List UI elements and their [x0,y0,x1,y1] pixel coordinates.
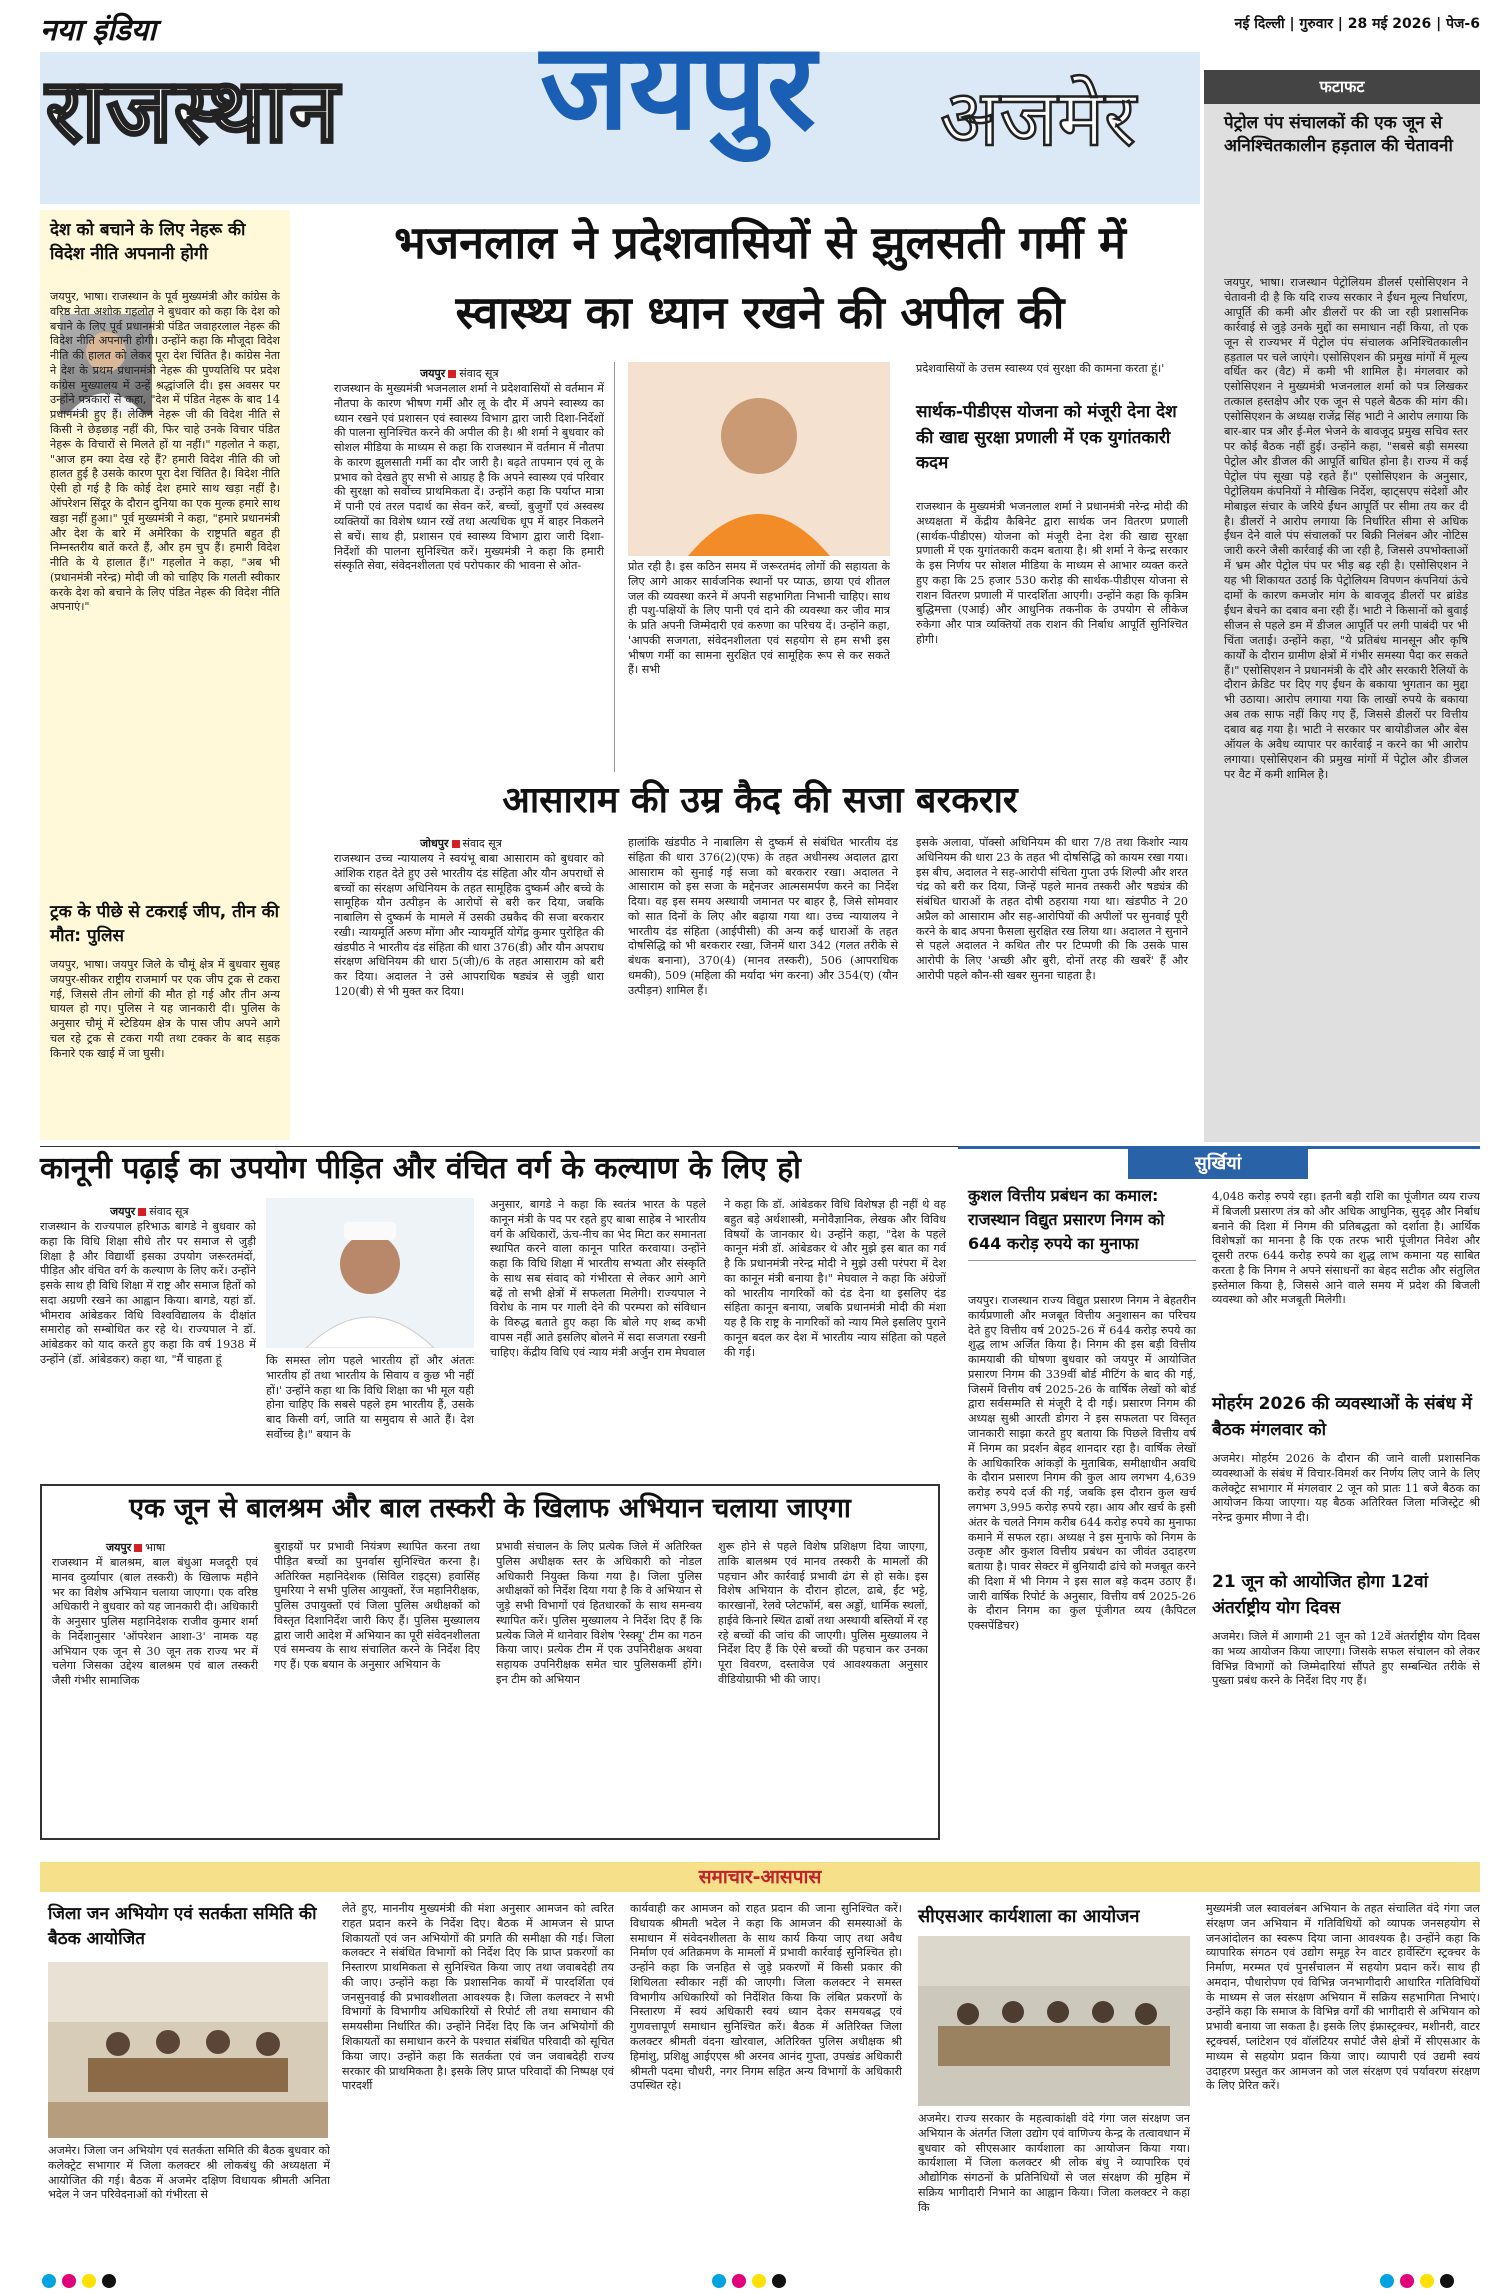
asaram-headline: आसाराम की उम्र कैद की सजा बरकरार [502,780,1018,821]
magenta-mark [62,2274,76,2288]
child-col1: राजस्थान में बालश्रम, बाल बंधुआ मजदूरी एवं मानव दुर्व्यापार (बाल तस्करी) के खिलाफ महीने भर का विशेष अभियान चलाया जाएगा। एक वरिष्ठ अधिकारी ने बुधवार को यह जानकारी दी। अधिकारी के अनुसार पुलिस महानिदेशक राजीव कुमार शर्मा के निर्देशानुसार 'ऑपरेशन आशा-3' नामक यह अभियान एक जून से 30 जून तक राज्य भर में चलेगा जिसका उद्देश्य बालश्रम एवं बाल तस्करी जैसी गंभीर सामाजिक [52,1556,258,1688]
bhajanlal-photo [628,362,890,556]
city-title: जयपुर [540,18,816,157]
cyan-mark [42,2274,56,2288]
lead-col1: राजस्थान के मुख्यमंत्री भजनलाल शर्मा ने प्रदेशवासियों से वर्तमान में नौतपा के कारण भीषण गर्मी और लू के दौर में अपने स्वास्थ्य का ध्यान रखने एवं प्रशासन एवं स्वास्थ्य विभाग द्वारा जारी दिशा-निर्देशों की पालना सुनिश्चित करने की अपील की है। श्री शर्मा ने बुधवार को सोशल मीडिया के माध्यम से कहा कि राजस्थान में वर्तमान में नौतपा के कारण झुलसाती गर्मी का दौर जारी है। बढ़ते तापमान एवं लू के प्रभाव को देखते हुए सभी से आग्रह है कि अपने स्वास्थ्य एवं परिवार की सुरक्षा को सर्वोच्च प्राथमिकता दें। उन्होंने कहा कि पर्याप्त मात्रा में पानी एवं तरल पदार्थ का सेवन करें, बच्चों, बुजुर्गों एवं अस्वस्थ व्यक्तियों का विशेष ध्यान रखें तथा अत्यधिक धूप में बाहर निकलने से बचें। साथ ही, प्रशासन एवं स्वास्थ्य विभाग द्वारा जारी दिशा-निर्देशों की पालना सुनिश्चित करें। मुख्यमंत्री ने कहा कि हमारी संस्कृति सेवा, संवेदनशीलता एवं परोपकार की भावना से ओत- [334,382,604,573]
person-icon [628,362,890,556]
yellow-mark [752,2274,766,2288]
fatafat-box [1204,70,1480,1142]
child-col3: प्रभावी संचालन के लिए प्रत्येक जिले में अतिरिक्त पुलिस अधीक्षक स्तर के अधिकारी को नोडल अधिकारी नियुक्त किया गया है। जिला पुलिस अधीक्षकों को निर्देश दिया गया है कि वे अभियान से जुड़े सभी विभागों एवं हितधारकों के साथ समन्वय स्थापित करें। पुलिस मुख्यालय ने निर्देश दिए हैं कि प्रत्येक जिले में थानेवार विशेष 'रेस्क्यू' टीम का गठन किया जाए। प्रत्येक टीम में एक उपनिरीक्षक अथवा सहायक उपनिरीक्षक समेत चार पुलिसकर्मी होंगे। इन टीम को अभियान [496,1540,702,1687]
ceo-caption: अजमेर। राज्य सरकार के महत्वाकांक्षी वंदे गंगा जल संरक्षण जन अभियान के अंतर्गत जिला उद्योग एवं वाणिज्य केन्द्र के तत्वावधान में बुधवार को सीएसआर कार्यशाला का आयोजन किया गया। कार्यशाला में जिला कलक्टर श्री लोक बंधु ने व्यापारिक एवं औद्योगिक संगठनों के प्रतिनिधियों से जल संरक्षण की मुहिम में सक्रिय भागीदारी निभाने का आह्वान किया। जिला कलक्टर ने कहा कि [918,2112,1190,2214]
child-col2: बुराइयों पर प्रभावी नियंत्रण स्थापित करना तथा पीड़ित बच्चों का पुनर्वास सुनिश्चित करना है। अतिरिक्त महानिदेशक (सिविल राइट्स) हवासिंह घुमरिया ने सभी पुलिस आयुक्तों, रेंज महानिरीक्षक, पुलिस उपायुक्तों एवं जिला पुलिस अधीक्षकों को विस्तृत दिशानिर्देश जारी किए हैं। पुलिस मुख्यालय द्वारा जारी आदेश में अभियान का पूरी संवेदनशीलता एवं समन्वय के साथ संचालित करने के निर्देश दिए गए हैं। एक बयान के अनुसार अभियान के [274,1540,480,1672]
power-col1: जयपुर। राजस्थान राज्य विद्युत प्रसारण निगम ने बेहतरीन कार्यप्रणाली और मजबूत वित्तीय अनुशासन का परिचय देते हुए वित्तीय वर्ष 2025-26 में 644 करोड़ रुपये का शुद्ध लाभ अर्जित किया है। निगम की इस बड़ी वित्तीय कामयाबी की घोषणा बुधवार को जयपुर में आयोजित प्रसारण निगम की 339वीं बोर्ड मीटिंग के बाद की गई, जिसमें वित्तीय वर्ष 2025-26 के वार्षिक लेखों को बोर्ड द्वारा सर्वसम्मति से मंजूरी दे दी गई। प्रसारण निगम की अध्यक्ष सुश्री आरती डोगरा ने इस सफलता पर विस्तृत जानकारी साझा करते हुए बताया कि पिछले वित्तीय वर्ष में निगम का प्रदर्शन बेहद शानदार रहा है। वार्षिक लेखों के आधिकारिक आंकड़ों के मुताबिक, समीक्षाधीन अवधि के दौरान प्रसारण निगम की कुल आय लगभग 4,639 करोड़ रुपये दर्ज की गई, जबकि इस दौरान कुल खर्च लगभग 3,995 करोड़ रुपये रहा। आय और खर्च के इसी अंतर के चलते निगम करीब 644 करोड़ रुपये का मुनाफा कमाने में सफल रहा। अध्यक्ष ने इस मुनाफे को निगम के उत्कृष्ट और कुशल वित्तीय प्रबंधन का जीवंत उदाहरण बताया है। पावर सेक्टर में बुनियादी ढांचे को मजबूत करने की दिशा में भी निगम ने इस साल बड़े कदम उठाए हैं। जारी वार्षिक रिपोर्ट के अनुसार, वित्तीय वर्ष 2025-26 के दौरान निगम का कुल पूंजीगत व्यय (कैपिटल एक्सपेंडिचर) [968,1294,1196,1633]
lead-dateline-city: जयपुर [420,367,446,380]
nehru-headline: देश को बचाने के लिए नेहरू की विदेश नीति अपनानी होगी [50,220,246,265]
black-mark [772,2274,786,2288]
lead-rule [614,362,615,772]
child-box [40,1484,940,1840]
black-mark [1440,2274,1454,2288]
legal-col2: कि समस्त लोग पहले भारतीय हों और अंततः भारतीय हों तथा भारतीय के सिवाय व कुछ भी नहीं हों।' उन्होंने कहा था कि विधि शिक्षा का भी मूल यही होना चाहिए कि सबसे पहले हम भारतीय हैं, उसके बाद किसी वर्ग, जाति या समुदाय से आते हैं। देश सर्वोच्च है।" बयान के [266,1354,474,1441]
vigilance-photo [48,1962,328,2138]
asaram-col2: हालांकि खंडपीठ ने नाबालिग से दुष्कर्म से संबंधित भारतीय दंड संहिता की धारा 376(2)(एफ) के तहत अधीनस्थ अदालत द्वारा आसाराम को सुनाई गई सजा को बरकरार रखा। अदालत ने आसाराम को इस सजा के मद्देनजर आत्मसमर्पण करने का निर्देश दिया। वह इस समय अस्थायी जमानत पर बाहर है, जिसे सोमवार को सात दिनों के लिए और बढ़ाया गया था। उच्च न्यायालय ने भारतीय दंड संहिता (आईपीसी) की अन्य कई धाराओं के तहत दोषसिद्धि को भी बरकरार रखा, जिनमें धारा 342 (गलत तरीके से बंधक बनाना), 370(4) (मानव तस्करी), 506 (आपराधिक धमकी), 509 (महिला की मर्यादा भंग करना) और 354(ए) (यौन उत्पीड़न) शामिल हैं। [628,836,898,997]
legal-col1: राजस्थान के राज्यपाल हरिभाऊ बागडे ने बुधवार को कहा कि विधि शिक्षा सीधे तौर पर समाज से जुड़ी शिक्षा है और विद्यार्थी इसका उपयोग जरूरतमंदों, पीड़ित और वंचित वर्ग के कल्याण के लिए करें। उन्होंने इसके साथ ही विधि शिक्षा में राष्ट्र और समाज हितों को सदा अग्रणी रखने का आह्वान किया। बागडे, यहां डॉ. भीमराव आंबेडकर विधि विश्वविद्यालय के दीक्षांत समारोह को सम्बोधित कर रहे थे। राज्यपाल ने डॉ. आंबेडकर को याद करते हुए कहा कि वर्ष 1938 में उन्होंने (डॉ. आंबेडकर) कहा था, "मैं चाहता हूं [40,1220,256,1367]
food-body: राजस्थान के मुख्यमंत्री भजनलाल शर्मा ने प्रधानमंत्री नरेन्द्र मोदी की अध्यक्षता में केंद्रीय कैबिनेट द्वारा सार्थक जन वितरण प्रणाली (सार्थक-पीडीएस) योजना को मंजूरी देना देश की खाद्य सुरक्षा प्रणाली में एक युगांतकारी कदम बताया है। श्री शर्मा ने केन्द्र सरकार के इस निर्णय पर सोशल मीडिया के माध्यम से आभार व्यक्त करते हुए कहा कि 25 हजार 530 करोड़ की सार्थक-पीडीएस योजना से राशन वितरण प्रणाली में पारदर्शिता आएगी। उन्होंने कहा कि कृत्रिम बुद्धिमत्ता (एआई) और आधुनिक तकनीक के उपयोग से लीकेज रुकेगा और पात्र व्यक्तियों तक राशन की निर्बाध आपूर्ति सुनिश्चित होगी। [916,500,1188,647]
governor-photo [266,1198,474,1348]
asaram-col3: इसके अलावा, पॉक्सो अधिनियम की धारा 7/8 तथा किशोर न्याय अधिनियम की धारा 23 के तहत भी दोषसिद्धि को कायम रखा गया। इस बीच, अदालत ने सह-आरोपी संचिता गुप्ता उर्फ शिल्पी और शरत चंद्र को बरी कर दिया, जिन्हें पहले मानव तस्करी और षड्यंत्र की संबंधित धाराओं के तहत दोषी ठहराया गया था। खंडपीठ ने 20 अप्रैल को आसाराम और सह-आरोपियों की अपीलों पर सुनवाई पूरी करने के बाद अपना फैसला सुरक्षित रख लिया था। अदालत ने सुनाने से पहले अदालत ने कथित तौर पर टिप्पणी की कि उसके पास आरोपी के लिए 'अच्छी और बुरी, दोनों तरह की खबरें' हैं और आरोपी पहले कौन-सी खबर सुनना चाहता है। [916,836,1188,983]
moharram-body: अजमेर। मोहर्रम 2026 के दौरान की जाने वाली प्रशासनिक व्यवस्थाओं के संबंध में विचार-विमर्श कर निर्णय लिए जाने के लिए कलेक्ट्रेट सभागार में मंगलवार 2 जून को प्रातः 11 बजे बैठक का आयोजन किया जाएगा। यह बैठक अतिरिक्त जिला मजिस्ट्रेट श्री नरेन्द्र कुमार मीणा ने दी। [1212,1452,1480,1525]
lead-headline: भजनलाल ने प्रदेशवासियों से झुलसती गर्मी में स्वास्थ्य का ध्यान रखने की अपील की [394,216,1126,339]
person-icon [266,1198,474,1348]
surkhiyan-label: सुर्खियां [1128,1149,1308,1179]
lead-col2: प्रोत रही है। इस कठिन समय में जरूरतमंद लोगों की सहायता के लिए आगे आकर सार्वजनिक स्थानों पर प्याऊ, छाया एवं शीतल जल की व्यवस्था करने में अपनी सहभागिता निभानी चाहिए। साथ ही पशु-पक्षियों के लिए पानी एवं दाने की व्यवस्था कर जीव मात्र के प्रति अपनी जिम्मेदारी एवं करुणा का परिचय दें। उन्होंने कहा, 'आपकी सजगता, संवेदनशीलता एवं सहयोग से हम सभी इस भीषण गर्मी का सामना सुरक्षित एवं सामूहिक रूप से कर सकते हैं। सभी [628,560,890,677]
yellow-mark [1420,2274,1434,2288]
asaram-dateline-src: संवाद सूत्र [462,837,502,850]
lead-dateline-src: संवाद सूत्र [459,367,499,380]
power-col2: 4,048 करोड़ रुपये रहा। इतनी बड़ी राशि का पूंजीगत व्यय राज्य में बिजली प्रसारण तंत्र को और अधिक आधुनिक, सुदृढ़ और निर्बाध बनाने की दिशा में निगम की प्रतिबद्धता को दर्शाता है। आर्थिक विशेषज्ञों का मानना है कि एक तरफ भारी पूंजीगत निवेश और दूसरी तरफ 644 करोड़ रुपये का शुद्ध लाभ कमाना यह साबित करता है कि निगम ने अपने संसाधनों का बेहद सटीक और संतुलित इस्तेमाल किया है, जिससे आने वाले समय में प्रदेश की बिजली व्यवस्था को और मजबूती मिलेगी। [1212,1190,1480,1307]
cyan-mark [1380,2274,1394,2288]
ceo-col2: मुख्यमंत्री जल स्वावलंबन अभियान के तहत संचालित वंदे गंगा जल संरक्षण जन अभियान में गतिविधियों को व्यापक जनसहयोग से जनआंदोलन का स्वरूप दिया जाना आवश्यक है। उन्होंने कहा कि व्यापारिक संगठन एवं उद्योग समूह रेन वाटर हार्वेस्टिंग स्ट्रक्चर के निर्माण, मरम्मत एवं पुनर्संचालन में सहयोग प्रदान करें। साथ ही अमदान, पौधारोपण एवं विभिन्न जनभागीदारी आधारित गतिविधियों के माध्यम से जल संरक्षण अभियान में सक्रिय सहभागिता निभाएं। उन्होंने कहा कि समाज के विभिन्न वर्गों की भागीदारी से अभियान को प्रभावी बनाया जा सकता है। इसके लिए इंफ्रास्ट्रक्चर, मशीनरी, वाटर स्ट्रक्चर्स, प्लांटेशन एवं वॉलंटियर सपोर्ट जैसे क्षेत्रों में सीएसआर के माध्यम से सहयोग प्रदान किया जाए। व्यापारी एवं उद्यमी स्वयं उदाहरण प्रस्तुत कर आमजन को जल संरक्षण एवं पर्यावरण संरक्षण के लिए प्रेरित करें। [1206,1902,1480,2093]
state-title: राजस्थान [46,58,341,162]
child-dateline-city: जयपुर [106,1541,132,1554]
asaram-dateline-city: जोधपुर [420,837,449,850]
magenta-mark [732,2274,746,2288]
registration-marks [0,2272,1500,2292]
paper-logo: नया इंडिया [40,13,156,48]
meeting-photo-icon [918,1936,1190,2106]
power-headline: कुशल वित्तीय प्रबंधन का कमाल: राजस्थान विद्युत प्रसारण निगम को 644 करोड़ रुपये का मुनाफा [968,1184,1196,1261]
meeting-photo-icon [48,1962,328,2138]
black-mark [102,2274,116,2288]
lead-dateline [420,366,499,381]
vigilance-col2: लेते हुए, माननीय मुख्यमंत्री की मंशा अनुसार आमजन को त्वरित राहत प्रदान करने के निर्देश दिए। बैठक में आमजन से प्राप्त शिकायतों एवं जन अभियोगों की प्रगति की समीक्षा की गई। जिला कलक्टर ने संबंधित विभागों को निर्देश दिए कि प्राप्त प्रकरणों का निस्तारण प्राथमिकता से सुनिश्चित किया जाए तथा जवाबदेही तय की जाए। उन्होंने कहा कि प्रशासनिक कार्यों में पारदर्शिता एवं जनसुनवाई की प्रभावशीलता आवश्यक है। जिला कलक्टर ने सभी विभागों के विभागीय अधिकारियों से रिपोर्ट ली तथा समाधान की समयसीमा निर्धारित की। उन्होंने निर्देश दिए कि जन अभियोगों की शिकायतों का समाधान करने के पश्चात संबंधित परिवादी को सूचित किया जाए। उन्होंने कहा कि सतर्कता एवं जन जवाबदेही राज्य सरकार की प्राथमिकता है। इसके लिए प्राप्त परिवादों की निष्पक्ष एवं पारदर्शी [342,1902,614,2093]
vigilance-col3: कार्यवाही कर आमजन को राहत प्रदान की जाना सुनिश्चित करें। विधायक श्रीमती भदेल ने कहा कि आमजन की समस्याओं के समाधान में संवेदनशीलता के साथ कार्य किया जाए तथा अवैध निर्माण एवं अतिक्रमण के मामलों में प्रभावी कार्रवाई सुनिश्चित हो। उन्होंने कहा कि जनहित से जुड़े प्रकरणों में किसी प्रकार की शिथिलता स्वीकार नहीं की जाएगी। जिला कलक्टर ने समस्त विभागीय अधिकारियों को निर्देशित किया कि लंबित प्रकरणों के निस्तारण में स्वयं अधिकारी स्वयं ध्यान देकर समयबद्ध एवं गुणवत्तापूर्ण समाधान सुनिश्चित करें। बैठक में अतिरिक्त जिला कलक्टर श्रीमती वंदना खोरवाल, अतिरिक्त पुलिस अधीक्षक श्री हिमांशु, प्रशिक्षु आईएएस श्री अरनव आनंद गुप्ता, उपखंड अधिकारी श्रीमती पदमा चौधरी, नगर निगम सहित अन्य विभागों के अधिकारी उपस्थित रहे। [630,1902,902,2093]
aaspaas-bar [40,1862,1480,1892]
legal-col4: ने कहा कि डॉ. आंबेडकर विधि विशेषज्ञ ही नहीं थे वह बहुत बड़े अर्थशास्त्री, मनोवैज्ञानिक, लेखक और विविध विषयों के जानकार थे। उन्होंने कहा, "देश के पहले कानून मंत्री डॉ. आंबेडकर थे और मुझे इस बात का गर्व है कि प्रधानमंत्री नरेन्द्र मोदी ने मुझे उसी परंपरा में देश का कानून मंत्री बनाया है।" मेघवाल ने कहा कि अंग्रेजों को भारतीय नागरिकों को दंड देना था इसलिए दंड संहिता कानून बनाया, जबकि प्रधानमंत्री मोदी की मंशा यह है कि राष्ट्र के नागरिकों को न्याय मिले इसलिए पुराने कानून बदल कर देश में भारतीय न्याय संहिता को पहले की गई। [724,1198,946,1359]
dateline: नई दिल्ली | गुरुवार | 28 मई 2026 | पेज-6 [1234,16,1480,32]
fatafat-label: फटाफट [1204,70,1480,104]
legal-col3: अनुसार, बागडे ने कहा कि स्वतंत्र भारत के पहले कानून मंत्री के पद पर रहते हुए बाबा साहेब ने भारतीय वर्ग के अधिकारों, ऊंच-नीच का भेद मिटा कर समानता स्थापित करने वाला कानून पारित करवाया। उन्होंने कहा कि विधि शिक्षा में भारतीय सभ्यता और संस्कृति के साथ सब संवाद को गंभीरता से लेकर आगे आगे बढ़ें तो सभी क्षेत्रों में सफलता मिलेगी। राज्यपाल ने विरोध के नाम पर गाली देने की परम्परा को संविधान के विरुद्ध बताते हुए कहा कि बोले गए शब्द कभी वापस नहीं आते इसलिए बोलने में सदा सजगता रखनी चाहिए। केंद्रीय विधि एवं न्याय मंत्री अर्जुन राम मेघवाल [490,1198,706,1359]
asaram-dateline [420,836,502,851]
yellow-mark [82,2274,96,2288]
ceo-headline: सीएसआर कार्यशाला का आयोजन [918,1906,1140,1927]
child-dateline [106,1540,165,1555]
child-col4: शुरू होने से पहले विशेष प्रशिक्षण दिया जाएगा, ताकि बालश्रम एवं मानव तस्करी के मामलों की पहचान और कार्रवाई प्रभावी ढंग से हो सके। इस विशेष अभियान के दौरान होटल, ढाबे, ईंट भट्टे, कारखानों, रेलवे प्लेटफॉर्म, बस अड्डों, धार्मिक स्थलों, हाईवे किनारे स्थित ढाबों तथा अस्थायी बस्तियों में रह रहे बच्चों की जांच की जाएगी। पुलिस मुख्यालय ने निर्देश दिए हैं कि ऐसे बच्चों की पहचान कर उनका पूरा विवरण, दस्तावेज एवं आवश्यकता अनुसार वीडियोग्राफी भी की जाए। [718,1540,928,1687]
aaspaas-label: समाचार-आसपास [698,1866,822,1888]
fatafat-headline: पेट्रोल पंप संचालकों की एक जून से अनिश्चितकालीन हड़ताल की चेतावनी [1224,113,1453,157]
moharram-headline: मोहर्रम 2026 की व्यवस्थाओं के संबंध में बैठक मंगलवार को [1212,1394,1472,1440]
yoga-body: अजमेर। जिले में आगामी 21 जून को 12वें अंतर्राष्ट्रीय योग दिवस का भव्य आयोजन किया जाएगा। जिसके सफल संचालन को लेकर विभिन्न विभागों को जिम्मेदारियां सौंपते हुए सम्बन्धित तरीके से पुख्ता प्रबंध करने के निर्देश दिए गए हैं। [1212,1630,1480,1688]
food-headline: सार्थक-पीडीएस योजना को मंजूरी देना देश की खाद्य सुरक्षा प्रणाली में एक युगांतकारी कदम [916,402,1177,473]
legal-dateline-src: संवाद सूत्र [149,1205,189,1218]
magenta-mark [1400,2274,1414,2288]
fatafat-body: जयपुर, भाषा। राजस्थान पेट्रोलियम डीलर्स एसोसिएशन ने चेतावनी दी है कि यदि राज्य सरकार ने ईंधन मूल्य निर्धारण, आपूर्ति की कमी और डीलरों पर की जा रही प्रशासनिक कार्रवाई से जुड़े उनके मुद्दों का समाधान नहीं किया, तो एक जून से राज्यभर में पेट्रोल पंप संचालक अनिश्चितकालीन हड़ताल पर चले जाएंगे। एसोसिएशन की प्रमुख मांगों में मूल्य वर्धित कर (वैट) में कमी भी शामिल है। मंगलवार को एसोसिएशन ने मुख्यमंत्री भजनलाल शर्मा को पत्र लिखकर तत्काल हस्तक्षेप और एक जून से पहले बैठक की मांग की। एसोसिएशन के अध्यक्ष राजेंद्र सिंह भाटी ने आरोप लगाया कि बार-बार पत्र और ई-मेल भेजने के बावजूद प्रमुख सचिव स्तर पर कोई बैठक नहीं हुई। उन्होंने कहा, "सबसे बड़ी समस्या पेट्रोल और डीजल की आपूर्ति बाधित होना है। राज्य में कई पेट्रोल पंप सूखा पड़े रहते हैं।" एसोसिएशन के अनुसार, पेट्रोलियम कंपनियों ने मौखिक निर्देश, व्हाट्सएप संदेशों और मोबाइल संचार के जरिये ईंधन आपूर्ति पर सीमा तय कर दी है। डीलरों ने आरोप लगाया कि निर्धारित सीमा से अधिक ईंधन देने वाले पंप संचालकों पर बिक्री निलंबन और नोटिस जारी करने जैसी कार्रवाई की जा रही है, जिससे उपभोक्ताओं में भ्रम और पेट्रोल पंप पर भीड़ बढ़ रही है। एसोसिएशन ने यह भी शिकायत उठाई कि पेट्रोलियम विपणन कंपनियां ऊंचे दामों के कारण कमजोर मांग के बावजूद डीलरों पर ब्रांडेड ईंधन बेचने का दबाव बना रही हैं। भाटी ने किसानों को बुवाई सीजन से पहले डम में डीजल आपूर्ति पर लगी पाबंदी पर भी चिंता जताई। उन्होंने कहा, "ये प्रतिबंध मानसून और कृषि कार्यों के दौरान ग्रामीण क्षेत्रों में गंभीर समस्या पैदा कर सकते हैं।" एसोसिएशन ने प्रधानमंत्री के दौरे और सरकारी रैलियों के दौरान क्रेडिट पर दिए गए ईंधन के बकाया भुगतान का मुद्दा भी उठाया। आरोप लगाया गया कि लाखों रुपये के बकाया अब तक साफ नहीं किए गए हैं, जिससे डीलरों पर वित्तीय दबाव बढ़ गया है। भाटी ने सरकार पर बायोडीजल और बेस ऑयल के अवैध व्यापार पर कार्रवाई न करने का भी आरोप लगाया। एसोसिएशन की प्रमुख मांगों में पेट्रोल और डीजल पर वैट में कमी शामिल है। [1224,276,1468,781]
truck-body: जयपुर, भाषा। जयपुर जिले के चौमूं क्षेत्र में बुधवार सुबह जयपुर-सीकर राष्ट्रीय राजमार्ग पर एक जीप ट्रक से टकरा गई, जिससे तीन लोगों की मौत हो गई और तीन अन्य घायल हो गए। पुलिस ने यह जानकारी दी। पुलिस के अनुसार चौमूं में स्टेडियम क्षेत्र के पास जीप अपने आगे चल रहे ट्रक से टकरा गयी तथा टक्कर के बाद सड़क किनारे एक खाई में जा घुसी। [50,958,280,1060]
csr-photo [918,1936,1190,2106]
truck-headline: ट्रक के पीछे से टकराई जीप, तीन की मौत: पुलिस [50,902,280,947]
asaram-col1: राजस्थान उच्च न्यायालय ने स्वयंभू बाबा आसाराम को बुधवार को आंशिक राहत देते हुए उसे भारतीय दंड संहिता और यौन अपराधों से बच्चों का संरक्षण अधिनियम के तहत सामूहिक दुष्कर्म और बच्चे के सामूहिक यौन उत्पीड़न के आरोपों से बरी कर दिया, जबकि नाबालिग से दुष्कर्म के मामले में उसकी उम्रकैद की सजा बरकरार रखी। न्यायमूर्ति अरुण मोंगा और न्यायमूर्ति योगेंद्र कुमार पुरोहित की खंडपीठ ने भारतीय दंड संहिता की धारा 376(डी) और यौन अपराध संरक्षण अधिनियम की धारा 5(जी)/6 के तहत आसाराम को बरी कर दिया। अदालत ने उसे आपराधिक षड्यंत्र से जुड़ी धारा 120(बी) से भी मुक्त कर दिया। [334,852,604,999]
child-dateline-src: भाषा [145,1541,166,1554]
legal-dateline-city: जयपुर [110,1205,136,1218]
yoga-headline: 21 जून को आयोजित होगा 12वां अंतर्राष्ट्रीय योग दिवस [1212,1572,1429,1618]
lead-col3: प्रदेशवासियों के उत्तम स्वास्थ्य एवं सुरक्षा की कामना करता हूं।' [916,362,1165,375]
child-headline: एक जून से बालश्रम और बाल तस्करी के खिलाफ अभियान चलाया जाएगा [129,1493,851,1524]
legal-headline: कानूनी पढ़ाई का उपयोग पीड़ित और वंचित वर्ग के कल्याण के लिए हो [40,1151,801,1186]
nehru-body: जयपुर, भाषा। राजस्थान के पूर्व मुख्यमंत्री और कांग्रेस के वरिष्ठ नेता अशोक गहलोत ने बुधवार को कहा कि देश को बचाने के लिए पूर्व प्रधानमंत्री पंडित जवाहरलाल नेहरू की विदेश नीति अपनानी होगी। उन्होंने कहा कि मौजूदा विदेश नीति की हालत को लेकर पूरा देश चिंतित है। कांग्रेस नेता ने देश के प्रथम प्रधानमंत्री नेहरू की पुण्यतिथि पर प्रदेश कांग्रेस मुख्यालय में उन्हें श्रद्धांजलि दी। इस अवसर पर उन्होंने पत्रकारों से कहा, "देश में पंडित नेहरू के बाद 14 प्रधानमंत्री हुए हैं। लेकिन नेहरू जी की विदेश नीति से किसी ने छेड़छाड़ नहीं की, फिर चाहे उनके विचार पंडित नेहरू के विचारों से मिलते हों या नहीं।" गहलोत ने कहा, "आज हम क्या देख रहे हैं? हमारी विदेश नीति की जो हालत हुई है उसके कारण पूरा देश चिंतित है। विदेश नीति ऐसी हो गई है कि कोई देश हमारे साथ खड़ा नहीं है। ऑपरेशन सिंदूर के दौरान दुनिया का एक मुल्क हमारे साथ खड़ा नहीं हुआ।" पूर्व मुख्यमंत्री ने कहा, "हमारे प्रधानमंत्री और देश के बारे में अमेरिका के राष्ट्रपति बहुत ही निम्नस्तरीय बातें करते हैं, और हम चुप हैं। हमारी विदेश नीति के ये हालात हैं।" गहलोत ने कहा, "अब भी (प्रधानमंत्री नरेन्द्र) मोदी जी को चाहिए कि गलती स्वीकार करके देश को बचाने के लिए पंडित नेहरू की विदेश नीति अपनाएं।" [50,290,280,614]
vigilance-headline: जिला जन अभियोग एवं सतर्कता समिति की बैठक आयोजित [48,1904,317,1950]
edition-title: अजमेर [940,74,1137,164]
vigilance-caption: अजमेर। जिला जन अभियोग एवं सतर्कता समिति की बैठक बुधवार को कलेक्ट्रेट सभागार में जिला कलक्टर श्री लोकबंधु की अध्यक्षता में आयोजित की गई। बैठक में अजमेर दक्षिण विधायक श्रीमती अनिता भदेल ने जन परिवेदनाओं को गंभीरता से [48,2144,330,2202]
cyan-mark [712,2274,726,2288]
left-column [40,210,290,1140]
legal-dateline [110,1204,189,1219]
